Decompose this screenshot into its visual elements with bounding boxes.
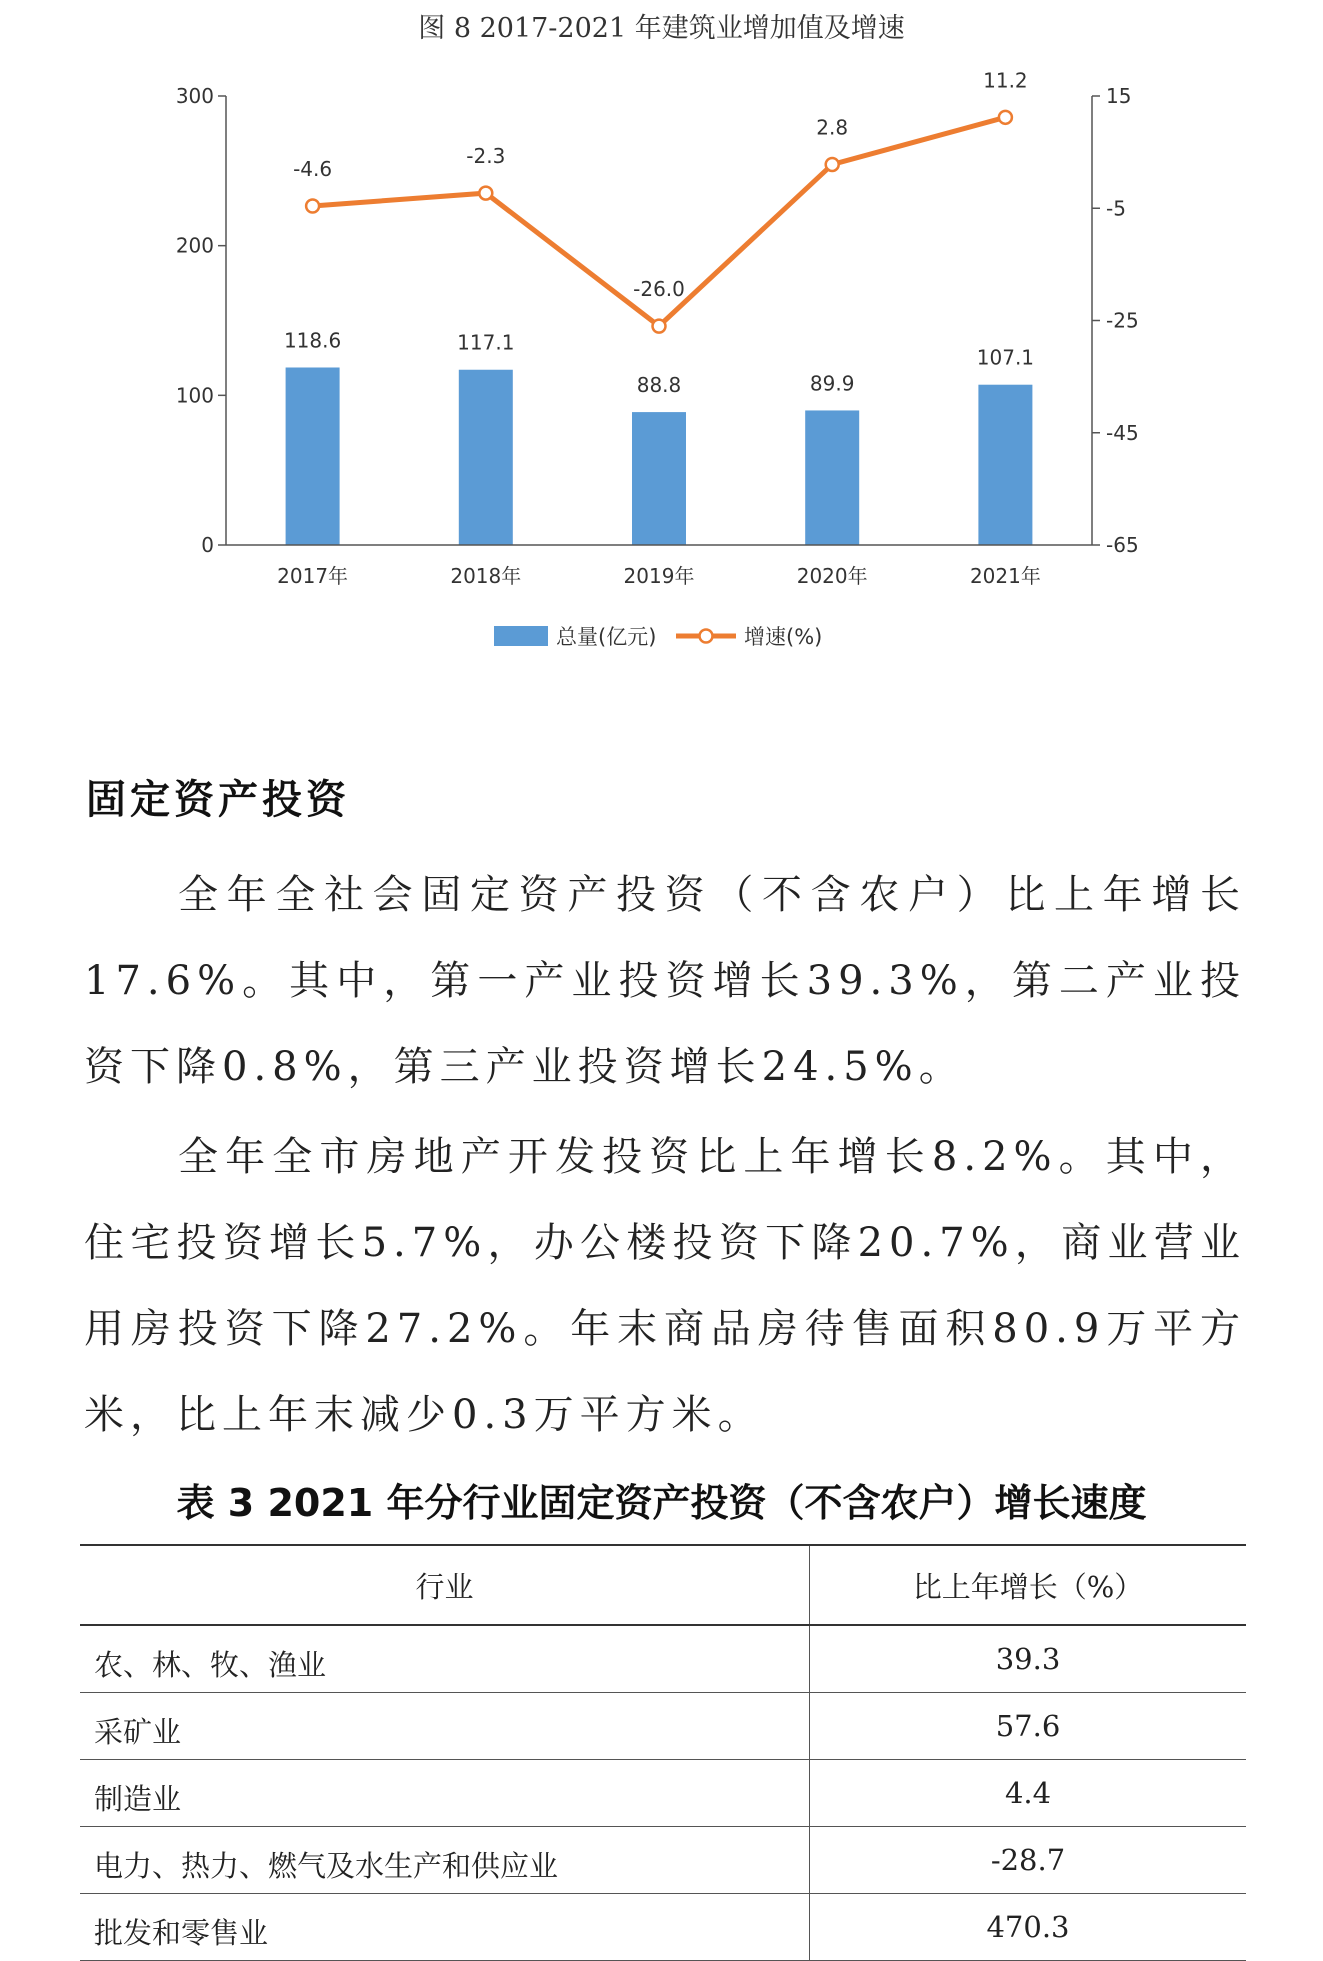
left-tick-label: 200: [175, 233, 214, 258]
bar: [286, 367, 340, 545]
legend-bar-label: 总量(亿元): [556, 625, 657, 649]
table-header-row: [80, 1545, 1246, 1625]
line-data-label: 11.2: [983, 68, 1028, 93]
growth-cell: -28.7: [810, 1827, 1247, 1894]
bar-data-label: 117.1: [457, 330, 515, 355]
table-row: [80, 1625, 1246, 1693]
combo-chart: [0, 60, 1323, 680]
left-axis: [176, 84, 226, 557]
growth-cell: 39.3: [810, 1625, 1247, 1693]
line-data-label: 2.8: [816, 115, 849, 140]
industry-cell: 农、林、牧、渔业: [80, 1625, 810, 1693]
legend-line-label: 增速(%): [744, 625, 823, 649]
industry-cell: 电力、热力、燃气及水生产和供应业: [80, 1827, 810, 1894]
industry-cell: 采矿业: [80, 1693, 810, 1760]
header-growth: 比上年增长（%）: [810, 1545, 1247, 1625]
x-tick-label: 2018年: [450, 564, 522, 588]
industry-cell: 批发和零售业: [80, 1894, 810, 1961]
growth-cell: 470.3: [810, 1894, 1247, 1961]
legend-bar-swatch: [494, 626, 548, 646]
x-tick-label: 2017年: [277, 564, 349, 588]
line-point: [306, 200, 319, 213]
line-point: [479, 187, 492, 200]
section-heading: 固定资产投资: [86, 777, 350, 823]
right-tick-label: -25: [1106, 308, 1139, 333]
line-data-label: -2.3: [466, 144, 506, 169]
bar-data-label: 118.6: [283, 328, 342, 353]
table-title: 表 3 2021 年分行业固定资产投资（不含农户）增长速度: [176, 1481, 1147, 1525]
bar: [978, 385, 1032, 545]
table-row: [80, 1894, 1246, 1961]
x-tick-label: 2020年: [796, 564, 868, 588]
bar-data-label: 89.9: [809, 371, 855, 396]
line-point: [826, 158, 839, 171]
right-tick-label: -5: [1106, 196, 1126, 221]
bar-series: [284, 328, 1034, 545]
x-axis-labels: [226, 545, 1092, 588]
left-tick-label: 100: [175, 383, 214, 408]
chart-title: 图 8 2017-2021 年建筑业增加值及增速: [418, 13, 905, 44]
left-tick-label: 0: [201, 533, 214, 557]
bar-data-label: 88.8: [636, 373, 682, 398]
line-data-label: -26.0: [633, 277, 685, 302]
table-row: [80, 1760, 1246, 1827]
x-tick-label: 2021年: [969, 564, 1041, 588]
bar: [632, 412, 686, 545]
right-axis: [1092, 84, 1139, 557]
bar: [459, 370, 513, 545]
line-series: [293, 68, 1028, 332]
bar-data-label: 107.1: [976, 345, 1035, 370]
paragraph-2: 全年全市房地产开发投资比上年增长8.2%。其中，住宅投资增长5.7%，办公楼投资下降20.7%，商业营业用房投资下降27.2%。年末商品房待售面积80.9万平方米，比上年末减少0.3万平方米。: [84, 1134, 1246, 1438]
table-row: [80, 1827, 1246, 1894]
bar: [805, 410, 859, 545]
line-data-label: -4.6: [293, 157, 333, 182]
right-tick-label: -45: [1106, 420, 1139, 445]
legend: [494, 625, 822, 649]
header-industry: 行业: [80, 1545, 810, 1625]
growth-cell: 57.6: [810, 1693, 1247, 1760]
growth-cell: 4.4: [810, 1760, 1247, 1827]
left-tick-label: 300: [175, 84, 214, 108]
legend-line-marker: [700, 630, 713, 643]
right-tick-label: 15: [1106, 84, 1132, 108]
x-tick-label: 2019年: [623, 564, 695, 588]
table-row: [80, 1693, 1246, 1760]
right-tick-label: -65: [1106, 533, 1139, 557]
line-point: [653, 320, 666, 333]
industry-cell: 制造业: [80, 1760, 810, 1827]
paragraph-1: 全年全社会固定资产投资（不含农户）比上年增长17.6%。其中，第一产业投资增长39.3%，第二产业投资下降0.8%，第三产业投资增长24.5%。: [84, 872, 1246, 1090]
industry-growth-table: [80, 1544, 1246, 1961]
line-point: [999, 111, 1012, 124]
